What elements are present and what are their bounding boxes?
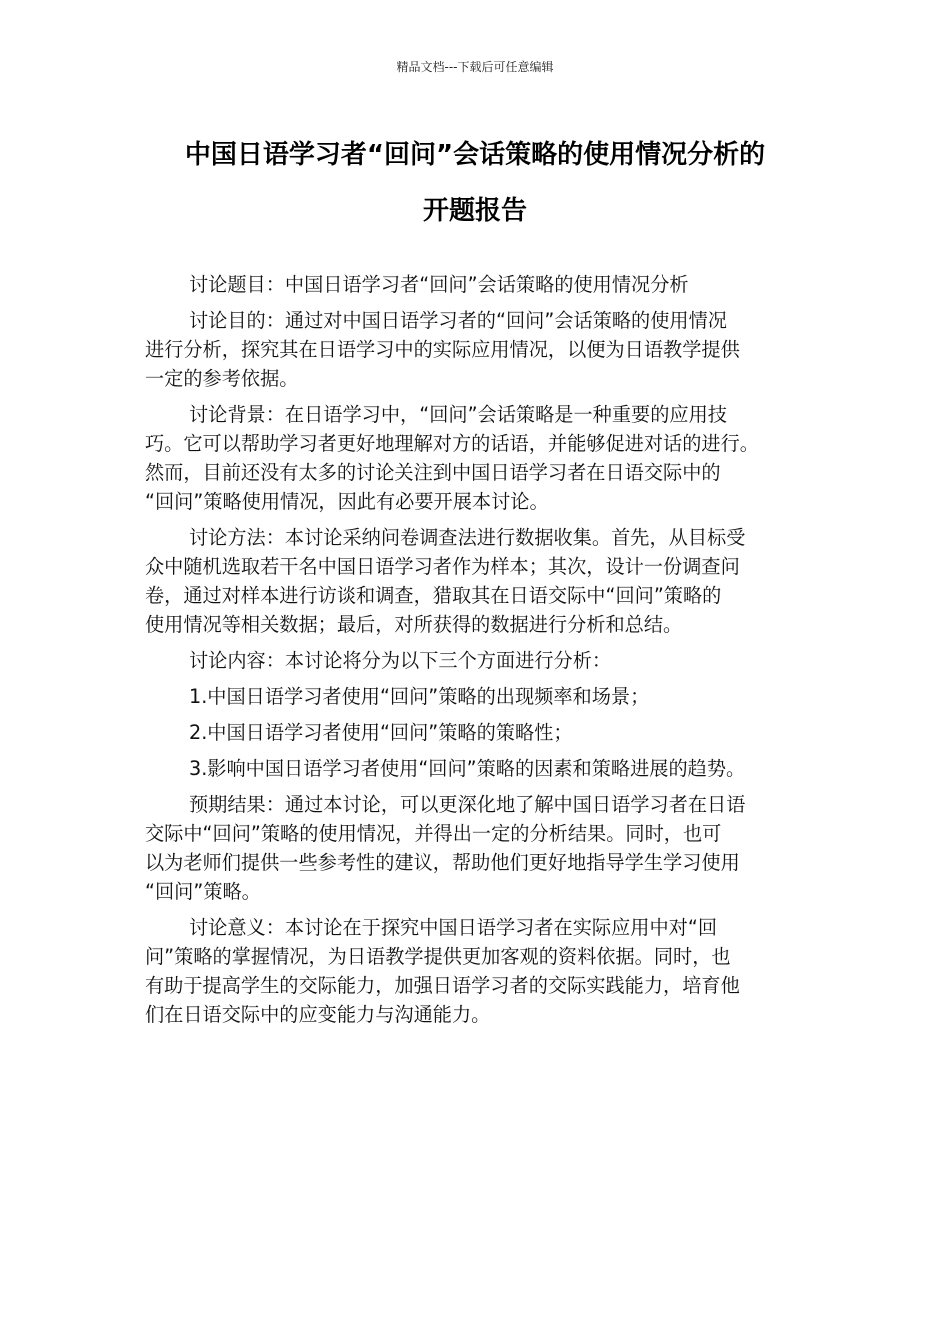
paragraph-line: 以为老师们提供一些参考性的建议，帮助他们更好地指导学生学习使用 (145, 851, 740, 874)
paragraph-line: 交际中“回问”策略的使用情况，并得出一定的分析结果。同时，也可 (145, 822, 722, 845)
paragraph-line: 讨论题目：中国日语学习者“回问”会话策略的使用情况分析 (189, 273, 689, 296)
paragraph-line: 有助于提高学生的交际能力，加强日语学习者的交际实践能力，培育他 (145, 974, 740, 997)
paragraph-line: 2.中国日语学习者使用“回问”策略的策略性； (189, 721, 573, 744)
paragraph (145, 913, 810, 1029)
paragraph-line: 讨论目的：通过对中国日语学习者的“回问”会话策略的使用情况 (189, 309, 727, 332)
paragraph-line: 卷，通过对样本进行访谈和调查，猎取其在日语交际中“回问”策略的 (145, 584, 722, 607)
paragraph (145, 718, 810, 747)
paragraph-line: 们在日语交际中的应变能力与沟通能力。 (145, 1003, 491, 1026)
paragraph (145, 523, 810, 639)
paragraph (145, 754, 810, 783)
paragraph-line: 然而，目前还没有太多的讨论关注到中国日语学习者在日语交际中的 (145, 461, 721, 484)
paragraph (145, 270, 810, 299)
paragraph-line: 讨论背景：在日语学习中，“回问”会话策略是一种重要的应用技 (189, 403, 727, 426)
paragraph-line: 1.中国日语学习者使用“回问”策略的出现频率和场景； (189, 685, 650, 708)
paragraph-line: 预期结果：通过本讨论，可以更深化地了解中国日语学习者在日语 (189, 793, 746, 816)
paragraph (145, 790, 810, 906)
paragraph-line: “回问”策略。 (145, 880, 261, 903)
paragraph-line: 讨论意义：本讨论在于探究中国日语学习者在实际应用中对“回 (189, 916, 718, 939)
paragraph-line: “回问”策略使用情况，因此有必要开展本讨论。 (145, 490, 549, 513)
paragraph (145, 682, 810, 711)
paragraph-line: 讨论内容：本讨论将分为以下三个方面进行分析： (189, 649, 612, 672)
paragraph-line: 巧。它可以帮助学习者更好地理解对方的话语，并能够促进对话的进行。 (145, 432, 759, 455)
paragraph (145, 646, 810, 675)
paragraph-line: 3.影响中国日语学习者使用“回问”策略的因素和策略进展的趋势。 (189, 757, 746, 780)
paragraph (145, 306, 810, 393)
paragraph-line: 一定的参考依据。 (145, 367, 299, 390)
paragraph-line: 使用情况等相关数据；最后，对所获得的数据进行分析和总结。 (145, 613, 683, 636)
document-title-line-2: 开题报告 (422, 196, 527, 226)
paragraph-line: 讨论方法：本讨论采纳问卷调查法进行数据收集。首先，从目标受 (189, 526, 746, 549)
paragraph (145, 400, 810, 516)
document-body (145, 270, 810, 1036)
paragraph-line: 众中随机选取若干名中国日语学习者作为样本；其次，设计一份调查问 (145, 555, 740, 578)
paragraph-line: 进行分析，探究其在日语学习中的实际应用情况，以便为日语教学提供 (145, 338, 740, 361)
header-note: 精品文档---下载后可任意编辑 (396, 60, 554, 74)
paragraph-line: 问”策略的掌握情况，为日语教学提供更加客观的资料依据。同时，也 (145, 945, 731, 968)
document-title-line-1: 中国日语学习者“回问”会话策略的使用情况分析的 (184, 140, 766, 170)
